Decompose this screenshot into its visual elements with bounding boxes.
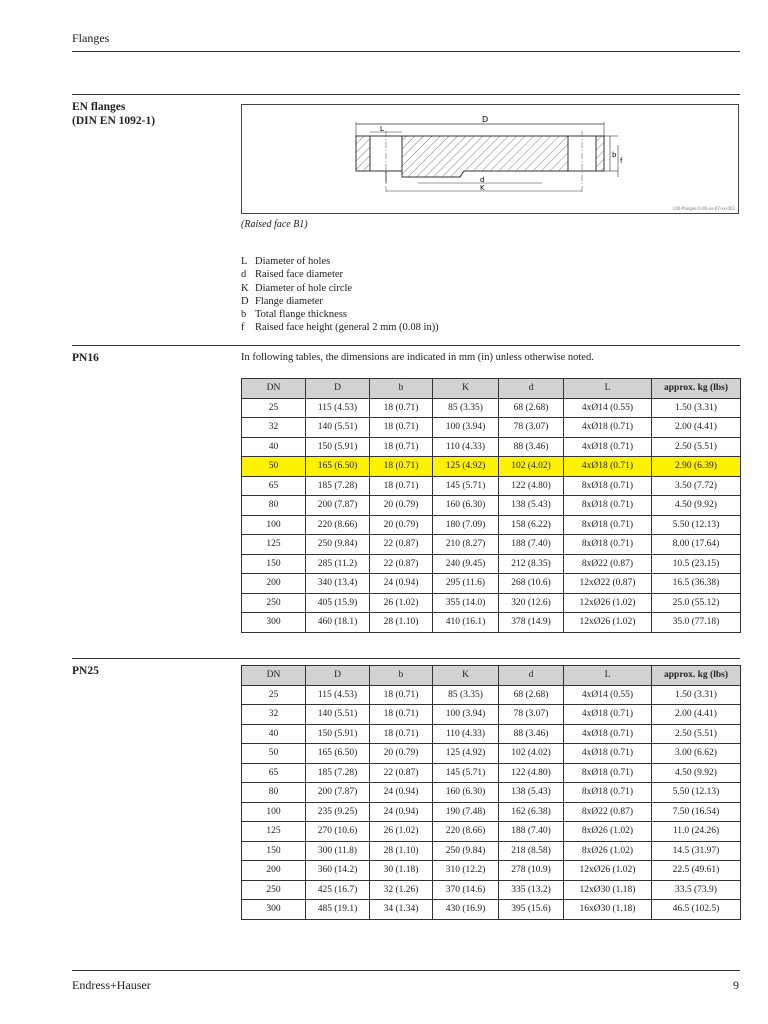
table-cell: 8xØ26 (1.02) xyxy=(564,822,652,842)
page-header-title: Flanges xyxy=(72,31,110,45)
table-row xyxy=(242,515,741,535)
table-cell: 25 xyxy=(242,398,306,418)
table-cell: 85 (3.35) xyxy=(433,685,499,705)
table-cell: 18 (0.71) xyxy=(370,705,433,725)
dim-label-L: L xyxy=(380,125,384,133)
table-cell: 4xØ18 (0.71) xyxy=(564,744,652,764)
table-cell: 100 xyxy=(242,802,306,822)
column-header: K xyxy=(433,666,499,686)
column-header: d xyxy=(499,666,564,686)
pn16-title: PN16 xyxy=(72,352,99,364)
table-cell: 270 (10.6) xyxy=(306,822,370,842)
table-cell: 8xØ22 (0.87) xyxy=(564,802,652,822)
table-cell: 122 (4.80) xyxy=(499,476,564,496)
table-cell: 165 (6.50) xyxy=(306,457,370,477)
en-title-line1: EN flanges xyxy=(72,101,126,113)
table-cell: 100 (3.94) xyxy=(433,418,499,438)
table-row xyxy=(242,841,741,861)
table-cell: 138 (5.43) xyxy=(499,496,564,516)
table-cell: 40 xyxy=(242,724,306,744)
pn25-title: PN25 xyxy=(72,665,99,677)
table-cell: 485 (19.1) xyxy=(306,900,370,920)
table-cell: 250 (9.84) xyxy=(306,535,370,555)
table-cell: 4xØ18 (0.71) xyxy=(564,457,652,477)
table-cell: 12xØ26 (1.02) xyxy=(564,613,652,633)
legend-item: L Diameter of holes xyxy=(241,256,331,267)
table-cell: 278 (10.9) xyxy=(499,861,564,881)
table-cell: 405 (15.9) xyxy=(306,593,370,613)
table-cell: 150 xyxy=(242,841,306,861)
table-cell: 18 (0.71) xyxy=(370,418,433,438)
table-cell: 12xØ26 (1.02) xyxy=(564,861,652,881)
table-cell: 295 (11.6) xyxy=(433,574,499,594)
table-cell: 125 xyxy=(242,535,306,555)
footer-rule xyxy=(72,970,740,971)
table-cell: 220 (8.66) xyxy=(306,515,370,535)
table-cell: 88 (3.46) xyxy=(499,724,564,744)
column-header: DN xyxy=(242,379,306,399)
table-cell: 300 xyxy=(242,900,306,920)
table-cell: 26 (1.02) xyxy=(370,822,433,842)
table-cell: 32 xyxy=(242,418,306,438)
table-cell: 8xØ18 (0.71) xyxy=(564,763,652,783)
legend-item: b Total flange thickness xyxy=(241,309,347,321)
table-cell: 80 xyxy=(242,496,306,516)
dim-label-b: b xyxy=(612,151,617,159)
table-cell: 18 (0.71) xyxy=(370,398,433,418)
table-cell: 185 (7.28) xyxy=(306,476,370,496)
table-cell: 160 (6.30) xyxy=(433,496,499,516)
table-cell: 310 (12.2) xyxy=(433,861,499,881)
table-cell: 188 (7.40) xyxy=(499,535,564,555)
column-header: L xyxy=(564,666,652,686)
table-header-row xyxy=(242,379,741,399)
table-cell: 140 (5.51) xyxy=(306,705,370,725)
table-cell: 85 (3.35) xyxy=(433,398,499,418)
table-cell: 210 (8.27) xyxy=(433,535,499,555)
table-row xyxy=(242,554,741,574)
table-cell: 10.5 (23.15) xyxy=(652,554,741,574)
table-row xyxy=(242,724,741,744)
table-cell: 22 (0.87) xyxy=(370,763,433,783)
table-header-row xyxy=(242,666,741,686)
table-cell: 300 xyxy=(242,613,306,633)
table-row xyxy=(242,574,741,594)
table-cell: 46.5 (102.5) xyxy=(652,900,741,920)
table-cell: 32 xyxy=(242,705,306,725)
column-header: b xyxy=(370,379,433,399)
table-cell: 12xØ30 (1.18) xyxy=(564,880,652,900)
legend-item: d Raised face diameter xyxy=(241,269,344,281)
table-cell: 150 (5.91) xyxy=(306,724,370,744)
table-cell: 250 (9.84) xyxy=(433,841,499,861)
table-cell: 285 (11.2) xyxy=(306,554,370,574)
table-cell: 28 (1.10) xyxy=(370,613,433,633)
table-row xyxy=(242,861,741,881)
table-cell: 22 (0.87) xyxy=(370,554,433,574)
table-cell: 235 (9.25) xyxy=(306,802,370,822)
table-cell: 200 (7.87) xyxy=(306,783,370,803)
table-cell: 32 (1.26) xyxy=(370,880,433,900)
table-cell: 12xØ22 (0.87) xyxy=(564,574,652,594)
table-cell: 300 (11.8) xyxy=(306,841,370,861)
table-cell: 18 (0.71) xyxy=(370,685,433,705)
table-cell: 2.00 (4.41) xyxy=(652,418,741,438)
table-cell: 188 (7.40) xyxy=(499,822,564,842)
table-cell: 4xØ18 (0.71) xyxy=(564,418,652,438)
column-header: approx. kg (lbs) xyxy=(652,666,741,686)
legend-item: D Flange diameter xyxy=(241,295,323,307)
table-cell: 200 xyxy=(242,861,306,881)
table-cell: 212 (8.35) xyxy=(499,554,564,574)
table-cell: 7.50 (16.54) xyxy=(652,802,741,822)
table-cell: 145 (5.71) xyxy=(433,476,499,496)
table-cell: 50 xyxy=(242,457,306,477)
table-cell: 65 xyxy=(242,763,306,783)
table-cell: 140 (5.51) xyxy=(306,418,370,438)
table-cell: 33.5 (73.9) xyxy=(652,880,741,900)
table-cell: 150 (5.91) xyxy=(306,437,370,457)
table-cell: 162 (6.38) xyxy=(499,802,564,822)
table-cell: 1.50 (3.31) xyxy=(652,685,741,705)
section-rule-en xyxy=(72,94,740,95)
table-cell: 35.0 (77.18) xyxy=(652,613,741,633)
table-cell: 18 (0.71) xyxy=(370,724,433,744)
pn25-table xyxy=(241,665,741,920)
table-cell: 110 (4.33) xyxy=(433,437,499,457)
table-cell: 360 (14.2) xyxy=(306,861,370,881)
table-cell: 122 (4.80) xyxy=(499,763,564,783)
table-cell: 11.0 (24.26) xyxy=(652,822,741,842)
table-cell: 68 (2.68) xyxy=(499,685,564,705)
column-header: approx. kg (lbs) xyxy=(652,379,741,399)
column-header: d xyxy=(499,379,564,399)
table-cell: 410 (16.1) xyxy=(433,613,499,633)
table-cell: 50 xyxy=(242,744,306,764)
table-cell: 125 (4.92) xyxy=(433,457,499,477)
table-cell: 180 (7.09) xyxy=(433,515,499,535)
legend-item: f Raised face height (general 2 mm (0.08 in)) xyxy=(241,322,439,334)
table-cell: 425 (16.7) xyxy=(306,880,370,900)
table-row xyxy=(242,763,741,783)
table-row xyxy=(242,880,741,900)
table-cell: 8.00 (17.64) xyxy=(652,535,741,555)
table-row xyxy=(242,900,741,920)
table-cell: 18 (0.71) xyxy=(370,457,433,477)
table-cell: 28 (1.10) xyxy=(370,841,433,861)
table-cell: 2.50 (5.51) xyxy=(652,724,741,744)
table-cell: 165 (6.50) xyxy=(306,744,370,764)
table-cell: 460 (18.1) xyxy=(306,613,370,633)
table-row xyxy=(242,457,741,477)
flange-cross-section xyxy=(242,105,740,215)
table-cell: 8xØ18 (0.71) xyxy=(564,496,652,516)
table-row xyxy=(242,685,741,705)
table-cell: 320 (12.6) xyxy=(499,593,564,613)
column-header: b xyxy=(370,666,433,686)
table-cell: 18 (0.71) xyxy=(370,476,433,496)
en-section-title xyxy=(72,100,155,128)
dim-label-f: f xyxy=(620,157,623,165)
table-cell: 378 (14.9) xyxy=(499,613,564,633)
table-cell: 68 (2.68) xyxy=(499,398,564,418)
table-cell: 16xØ30 (1.18) xyxy=(564,900,652,920)
table-cell: 1.50 (3.31) xyxy=(652,398,741,418)
table-cell: 370 (14.6) xyxy=(433,880,499,900)
section-rule-pn25 xyxy=(72,658,740,659)
table-row xyxy=(242,822,741,842)
section-rule-pn16 xyxy=(72,345,740,346)
table-cell: 4xØ18 (0.71) xyxy=(564,724,652,744)
table-row xyxy=(242,802,741,822)
table-cell: 4.50 (9.92) xyxy=(652,496,741,516)
table-cell: 138 (5.43) xyxy=(499,783,564,803)
table-cell: 22 (0.87) xyxy=(370,535,433,555)
dim-label-D: D xyxy=(482,115,489,124)
table-cell: 18 (0.71) xyxy=(370,437,433,457)
dim-label-K: K xyxy=(480,184,485,192)
column-header: D xyxy=(306,379,370,399)
table-cell: 430 (16.9) xyxy=(433,900,499,920)
table-cell: 4xØ14 (0.55) xyxy=(564,685,652,705)
units-note: In following tables, the dimensions are indicated in mm (in) unless otherwise noted. xyxy=(241,352,594,363)
table-cell: 4xØ18 (0.71) xyxy=(564,437,652,457)
table-cell: 2.90 (6.39) xyxy=(652,457,741,477)
table-row xyxy=(242,496,741,516)
table-cell: 24 (0.94) xyxy=(370,783,433,803)
table-cell: 8xØ18 (0.71) xyxy=(564,515,652,535)
table-cell: 200 xyxy=(242,574,306,594)
table-cell: 218 (8.58) xyxy=(499,841,564,861)
table-cell: 340 (13.4) xyxy=(306,574,370,594)
legend-item: K Diameter of hole circle xyxy=(241,282,353,294)
table-cell: 65 xyxy=(242,476,306,496)
table-cell: 5.50 (12.13) xyxy=(652,783,741,803)
table-cell: 24 (0.94) xyxy=(370,574,433,594)
table-cell: 200 (7.87) xyxy=(306,496,370,516)
table-cell: 102 (4.02) xyxy=(499,744,564,764)
table-cell: 24 (0.94) xyxy=(370,802,433,822)
table-row xyxy=(242,783,741,803)
table-cell: 8xØ18 (0.71) xyxy=(564,476,652,496)
table-row xyxy=(242,535,741,555)
table-cell: 185 (7.28) xyxy=(306,763,370,783)
table-cell: 395 (15.6) xyxy=(499,900,564,920)
table-cell: 268 (10.6) xyxy=(499,574,564,594)
table-cell: 3.50 (7.72) xyxy=(652,476,741,496)
table-cell: 3.00 (6.62) xyxy=(652,744,741,764)
table-cell: 102 (4.02) xyxy=(499,457,564,477)
table-cell: 160 (6.30) xyxy=(433,783,499,803)
table-cell: 150 xyxy=(242,554,306,574)
table-cell: 158 (6.22) xyxy=(499,515,564,535)
table-cell: 250 xyxy=(242,880,306,900)
table-cell: 30 (1.18) xyxy=(370,861,433,881)
header-rule xyxy=(72,51,740,52)
table-cell: 125 xyxy=(242,822,306,842)
table-cell: 20 (0.79) xyxy=(370,744,433,764)
table-cell: 115 (4.53) xyxy=(306,685,370,705)
table-row xyxy=(242,705,741,725)
column-header: D xyxy=(306,666,370,686)
table-cell: 220 (8.66) xyxy=(433,822,499,842)
table-cell: 125 (4.92) xyxy=(433,744,499,764)
table-cell: 22.5 (49.61) xyxy=(652,861,741,881)
table-cell: 4xØ14 (0.55) xyxy=(564,398,652,418)
table-cell: 20 (0.79) xyxy=(370,496,433,516)
table-cell: 80 xyxy=(242,783,306,803)
table-cell: 335 (13.2) xyxy=(499,880,564,900)
table-row xyxy=(242,418,741,438)
table-row xyxy=(242,744,741,764)
table-cell: 100 (3.94) xyxy=(433,705,499,725)
table-cell: 88 (3.46) xyxy=(499,437,564,457)
table-row xyxy=(242,398,741,418)
table-cell: 78 (3.07) xyxy=(499,705,564,725)
table-cell: 14.5 (31.97) xyxy=(652,841,741,861)
table-cell: 8xØ26 (1.02) xyxy=(564,841,652,861)
table-cell: 8xØ18 (0.71) xyxy=(564,535,652,555)
flange-drawing xyxy=(241,104,739,214)
table-cell: 16.5 (36.38) xyxy=(652,574,741,594)
pn16-table xyxy=(241,378,741,633)
en-title-line2: (DIN EN 1092-1) xyxy=(72,115,156,127)
dimension-legend xyxy=(241,255,439,335)
table-row xyxy=(242,437,741,457)
column-header: DN xyxy=(242,666,306,686)
table-cell: 2.50 (5.51) xyxy=(652,437,741,457)
table-cell: 100 xyxy=(242,515,306,535)
table-cell: 78 (3.07) xyxy=(499,418,564,438)
table-cell: 4xØ18 (0.71) xyxy=(564,705,652,725)
table-cell: 355 (14.0) xyxy=(433,593,499,613)
table-cell: 115 (4.53) xyxy=(306,398,370,418)
table-row xyxy=(242,613,741,633)
table-cell: 20 (0.79) xyxy=(370,515,433,535)
table-cell: 5.50 (12.13) xyxy=(652,515,741,535)
table-cell: 4.50 (9.92) xyxy=(652,763,741,783)
figure-code: L00-flanges-0-06-xx-07-xx-002 xyxy=(673,206,735,211)
table-cell: 110 (4.33) xyxy=(433,724,499,744)
table-cell: 8xØ22 (0.87) xyxy=(564,554,652,574)
table-cell: 8xØ18 (0.71) xyxy=(564,783,652,803)
dim-label-d: d xyxy=(480,176,485,184)
footer-brand: Endress+Hauser xyxy=(72,978,151,992)
table-cell: 25.0 (55.12) xyxy=(652,593,741,613)
table-cell: 26 (1.02) xyxy=(370,593,433,613)
figure-caption: (Raised face B1) xyxy=(241,219,308,230)
table-cell: 190 (7.48) xyxy=(433,802,499,822)
table-cell: 2.00 (4.41) xyxy=(652,705,741,725)
table-cell: 34 (1.34) xyxy=(370,900,433,920)
table-cell: 25 xyxy=(242,685,306,705)
table-row xyxy=(242,593,741,613)
table-cell: 240 (9.45) xyxy=(433,554,499,574)
table-cell: 12xØ26 (1.02) xyxy=(564,593,652,613)
table-cell: 145 (5.71) xyxy=(433,763,499,783)
table-cell: 250 xyxy=(242,593,306,613)
table-row xyxy=(242,476,741,496)
column-header: L xyxy=(564,379,652,399)
column-header: K xyxy=(433,379,499,399)
page-number: 9 xyxy=(733,978,739,992)
table-cell: 40 xyxy=(242,437,306,457)
